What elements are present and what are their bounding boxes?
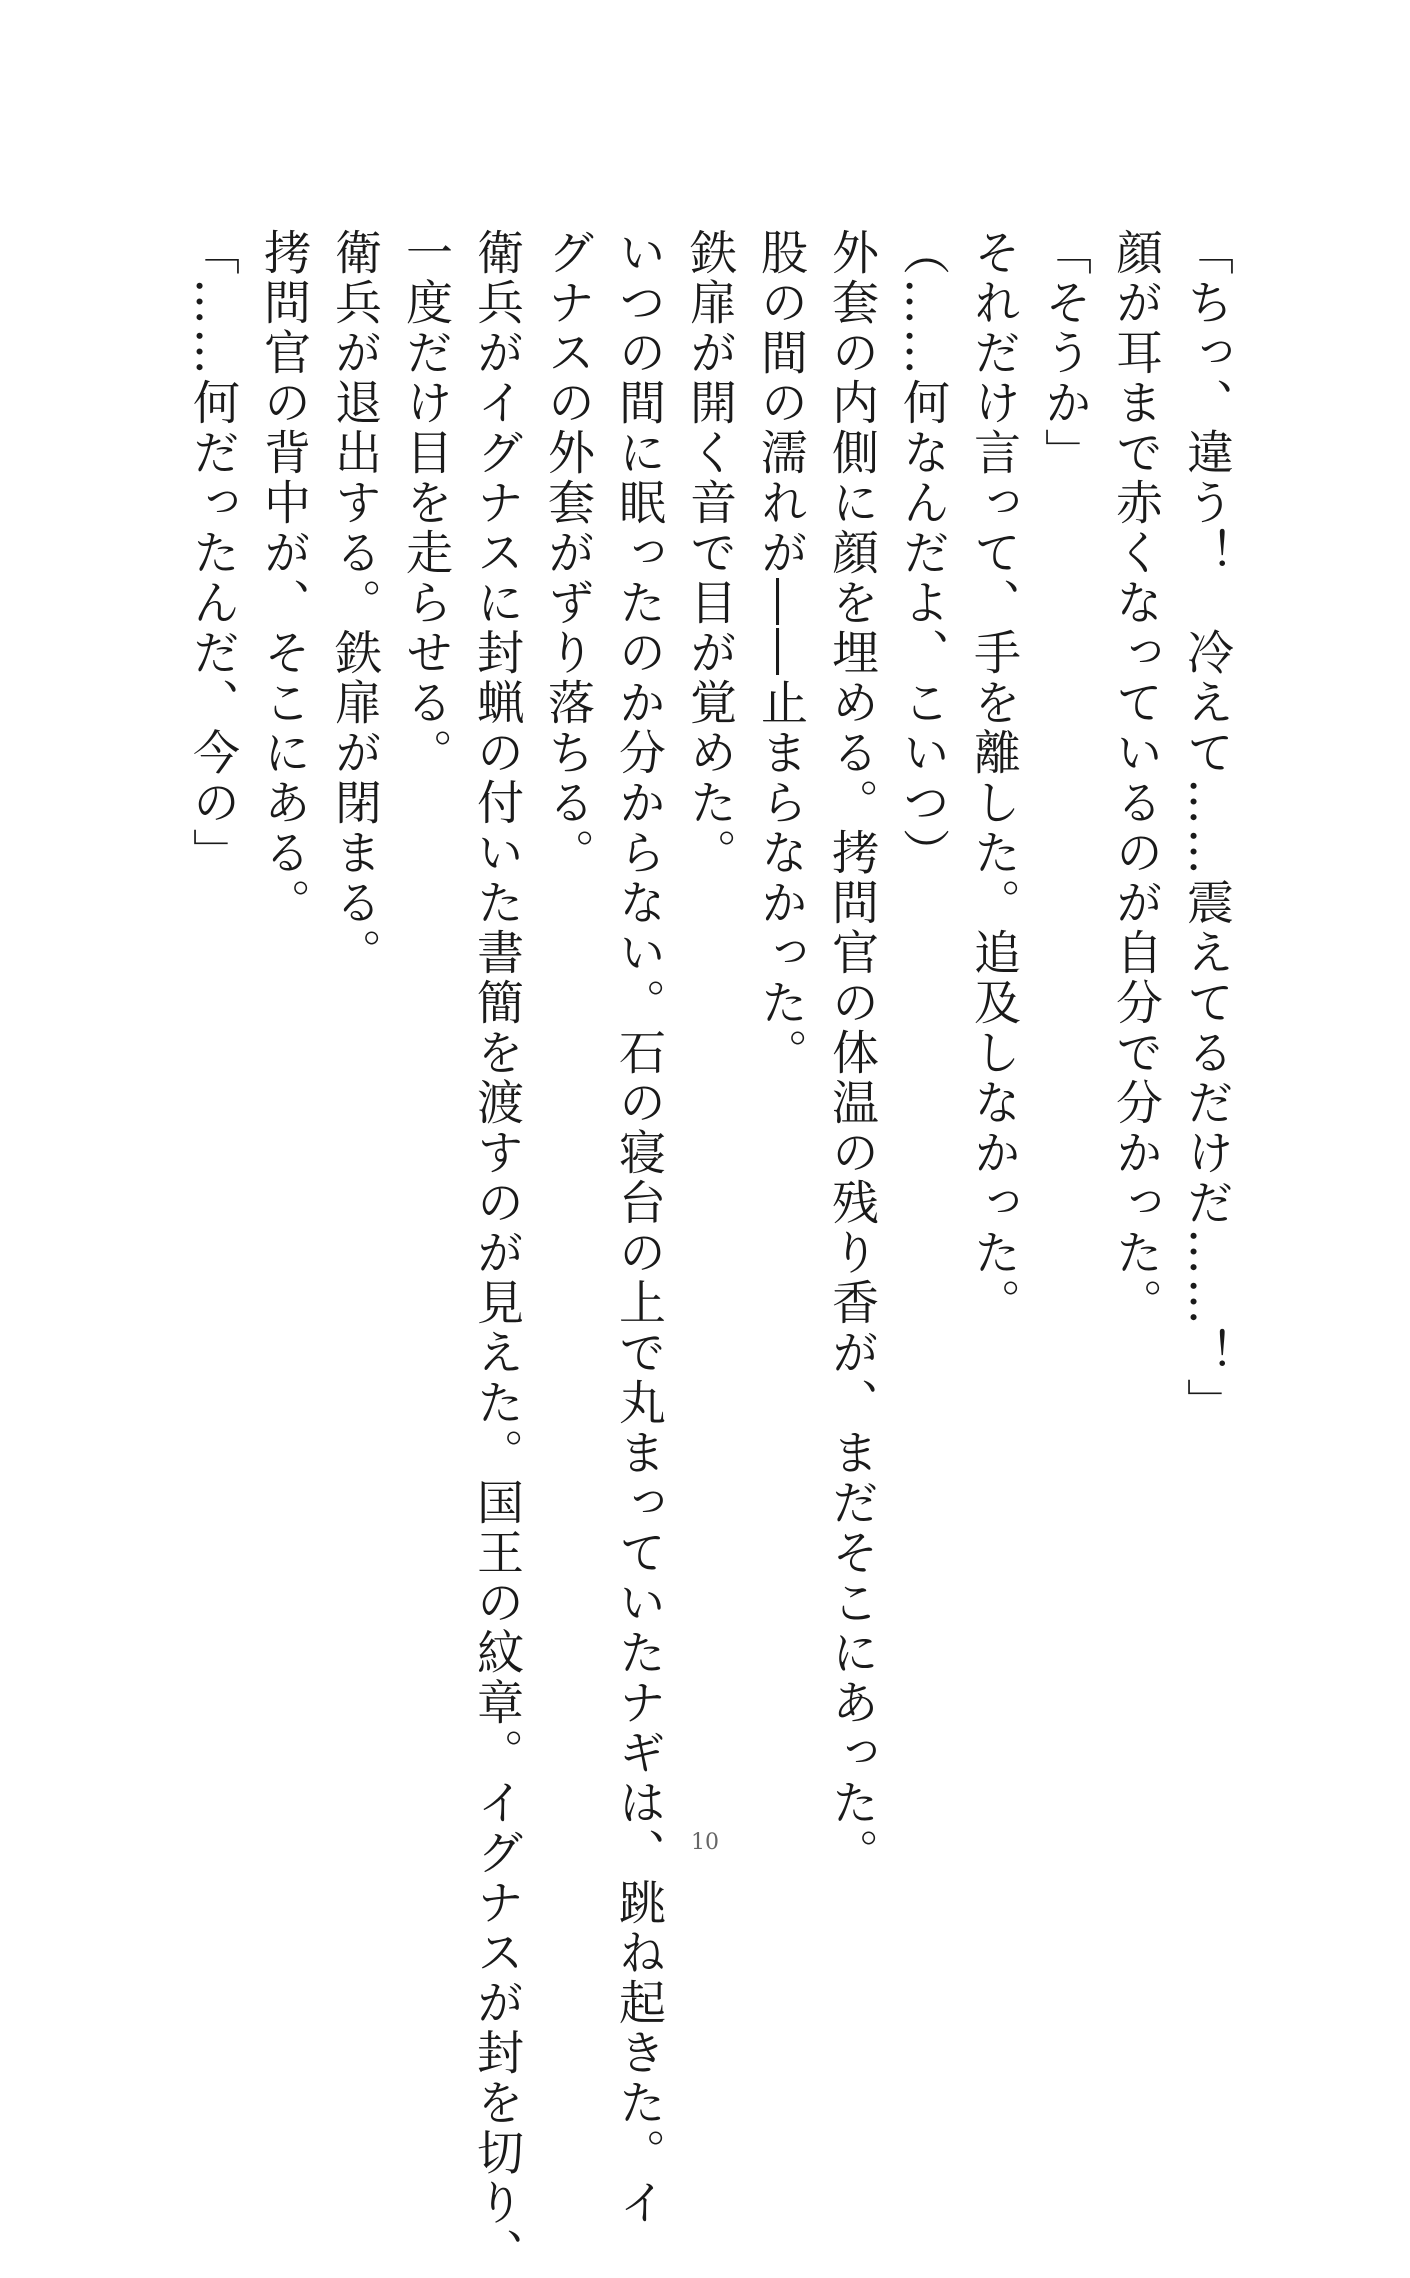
text-line: 拷問官の背中が、そこにある。 (256, 228, 311, 928)
text-line: いつの間に眠ったのか分からない。石の寝台の上で丸まっていたナギは、跳ね起きた。イ (611, 228, 666, 2228)
text-line: 衛兵がイグナスに封蝋の付いた書簡を渡すのが見えた。国王の紋章。イグナスが封を切り、 (469, 228, 524, 2278)
text-line: 「そうか」 (1037, 228, 1092, 478)
text-line: 衛兵が退出する。鉄扉が閉まる。 (327, 228, 382, 978)
text-line: 一度だけ目を走らせる。 (398, 228, 453, 778)
text-line: 股の間の濡れが――止まらなかった。 (753, 228, 808, 1078)
text-line: 外套の内側に顔を埋める。拷問官の体温の残り香が、まだそこにあった。 (824, 228, 879, 1878)
body-text (177, 228, 1242, 2278)
text-line: 「ちっ、違う！ 冷えて……震えてるだけだ……！」 (1179, 228, 1234, 1428)
text-line: それだけ言って、手を離した。追及しなかった。 (966, 228, 1021, 1328)
text-line: 顔が耳まで赤くなっているのが自分で分かった。 (1108, 228, 1163, 1328)
text-line: （……何なんだよ、こいつ） (895, 228, 950, 878)
page-number: 10 (691, 1830, 719, 1855)
text-line: グナスの外套がずり落ちる。 (540, 228, 595, 878)
text-line: 「……何だったんだ、今の」 (185, 228, 240, 878)
text-line: 鉄扉が開く音で目が覚めた。 (682, 228, 737, 878)
